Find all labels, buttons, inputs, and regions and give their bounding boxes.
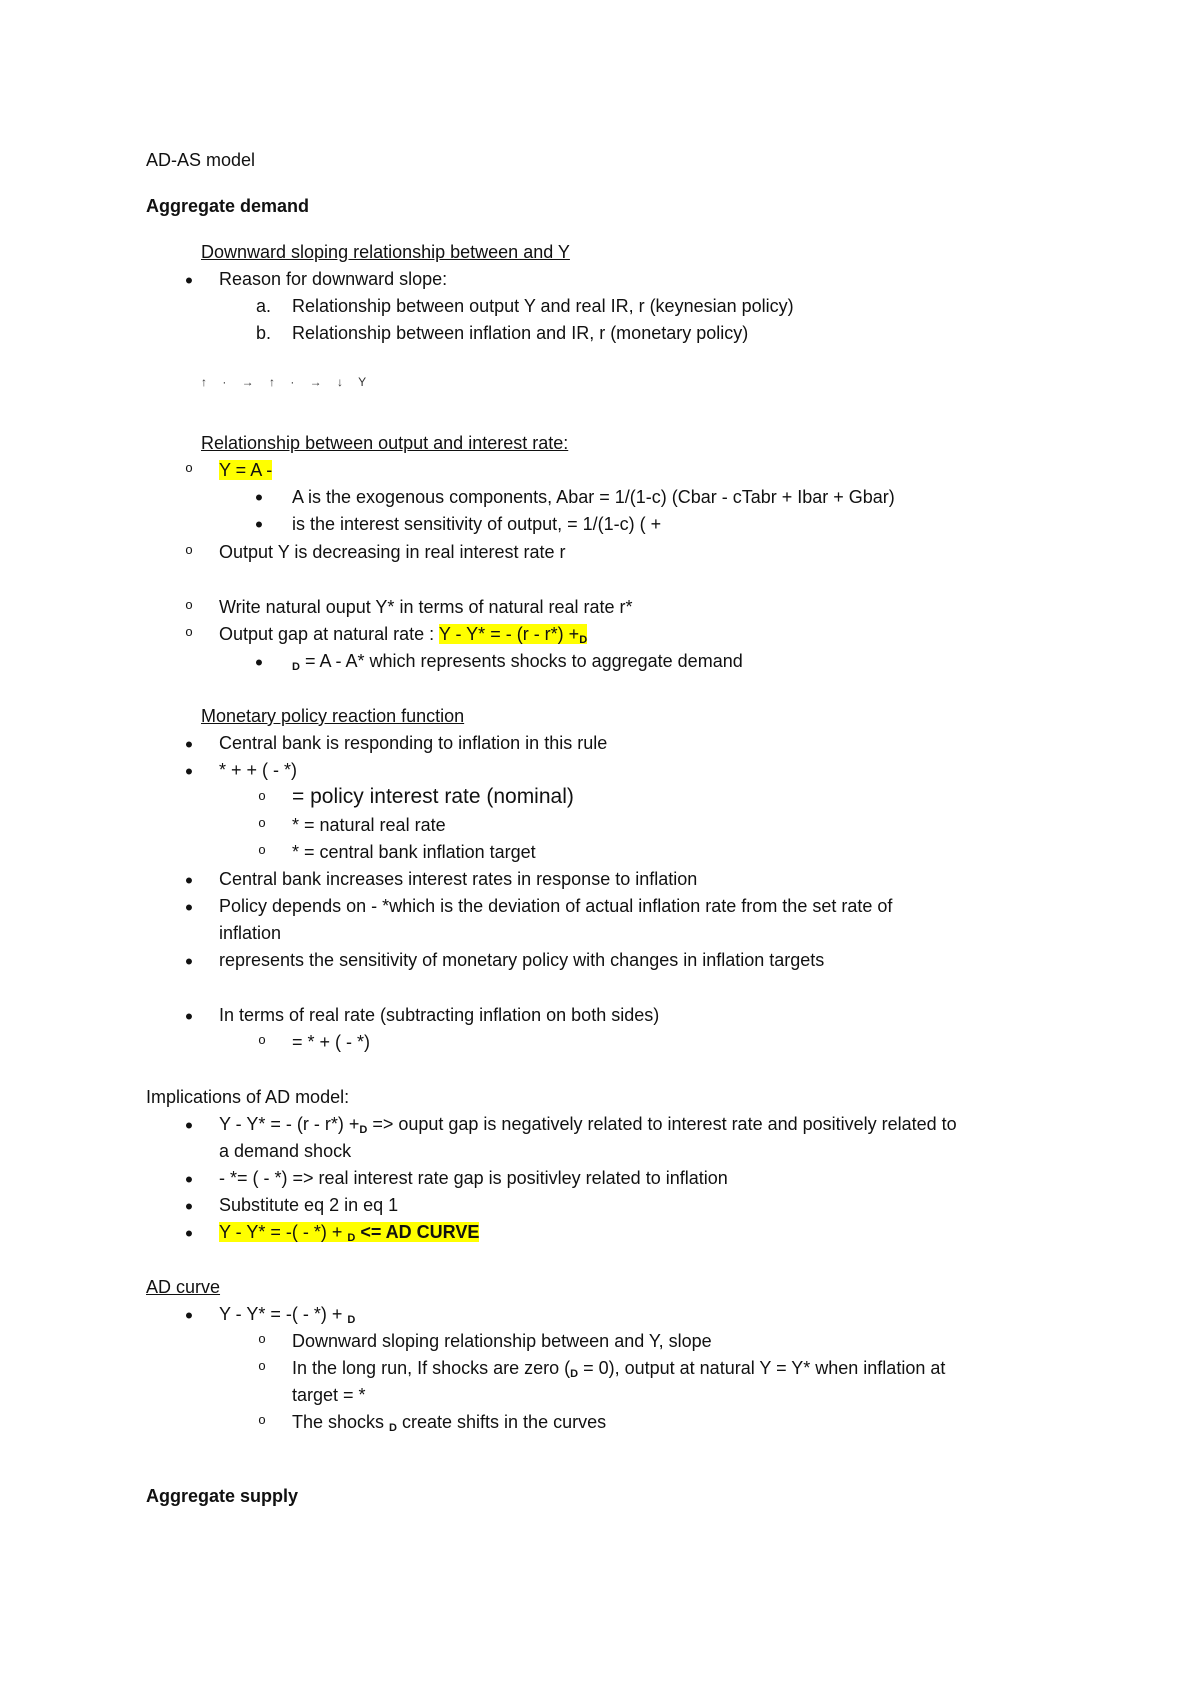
circle-marker: o [258,815,266,830]
implications-b1: Y - Y* = - $(r - r*) +_D$ => ouput gap is negatively related to interest rate and positively related to [219,1114,957,1136]
output-ir-sub1: A is the exogenous components, Abar = 1/(1-c) (Cbar - cTabr + Ibar + Gbar) [292,487,895,507]
highlighted-ad-curve: Y - Y* = -( - *) + $_D$ <= AD CURVE [219,1222,480,1244]
bullet-marker: • [185,1004,193,1029]
implications-b2: - *= ( - *) => real interest rate gap is positivley related to inflation [219,1168,728,1188]
circle-marker: o [185,460,193,475]
document-title: AD-AS model [146,150,256,170]
circle-marker: o [258,1032,266,1047]
circle-marker: o [185,597,193,612]
bullet-marker: • [185,268,193,293]
monetary-b5: represents the sensitivity of monetary policy with changes in inflation targets [219,950,825,970]
bullet-marker: • [185,732,193,757]
monetary-b4-line1: Policy depends on - *which is the deviation of actual inflation rate from the set rate of [219,896,893,916]
ad-curve-sub3: The shocks $_D$ create shifts in the curves [292,1412,607,1434]
monetary-sub1: = policy interest rate (nominal) [292,785,574,808]
intro-bullet: Reason for downward slope: [219,269,448,289]
monetary-rule: * + + ( - *) [219,760,298,780]
list-letter-a: a. [256,296,272,316]
intro-item-a: Relationship between output Y and real IR, r (keynesian policy) [292,296,794,316]
monetary-b4-line2: inflation [219,923,282,943]
causal-arrow-chain: ↑ · → ↑ · → ↓ Y [201,375,373,389]
bullet-marker: • [185,868,193,893]
monetary-b6: In terms of real rate (subtracting inflation on both sides) [219,1005,660,1025]
monetary-sub2: * = natural real rate [292,815,446,835]
monetary-real-rate-eq: = * + ( - *) [292,1032,371,1052]
output-ir-heading: Relationship between output and interest rate: [201,433,569,453]
section-heading-aggregate-demand: Aggregate demand [146,196,310,216]
demand-shock-text: $_D$ = A - A* which represents shocks to aggregate demand [292,651,743,673]
highlighted-equation: Y = A - [219,460,273,480]
monetary-b1: Central bank is responding to inflation in this rule [219,733,608,753]
circle-marker: o [258,788,266,803]
bullet-marker: • [255,512,263,537]
bullet-marker: • [255,485,263,510]
implications-heading: Implications of AD model: [146,1087,350,1107]
bullet-marker: • [185,1194,193,1219]
ad-curve-heading: AD curve [146,1277,221,1297]
output-gap-line [219,622,587,646]
bullet-marker: • [185,1167,193,1192]
circle-marker: o [185,542,193,557]
monetary-heading: Monetary policy reaction function [201,706,465,726]
bullet-marker: • [185,949,193,974]
ad-curve-sub2: In the long run, If shocks are zero $(_D = 0)$, output at natural Y = Y* when inflation at [292,1358,946,1380]
ad-curve-eq: Y - Y* = -( - *) + $_D$ [219,1304,356,1326]
circle-marker: o [185,624,193,639]
output-gap-label: Output gap at natural rate : [219,624,439,644]
bullet-marker: • [255,650,263,675]
write-natural-text: Write natural ouput Y* in terms of natural real rate r* [219,597,633,617]
intro-item-b: Relationship between inflation and IR, r (monetary policy) [292,323,749,343]
monetary-b3: Central bank increases interest rates in response to inflation [219,869,698,889]
ad-curve-sub1: Downward sloping relationship between and Y, slope [292,1331,712,1351]
implications-b1-line2: a demand shock [219,1141,352,1161]
circle-marker: o [258,1358,266,1373]
circle-marker: o [258,1412,266,1427]
bullet-marker: • [185,1113,193,1138]
output-ir-equation [219,458,272,482]
section-heading-aggregate-supply: Aggregate supply [146,1486,299,1506]
monetary-sub3: * = central bank inflation target [292,842,536,862]
ad-curve-sub2-line2: target = * [292,1385,366,1405]
output-decreasing-text: Output Y is decreasing in real interest rate r [219,542,566,562]
output-ir-sub2: is the interest sensitivity of output, = 1/(1-c) ( + [292,514,662,534]
circle-marker: o [258,1331,266,1346]
intro-heading: Downward sloping relationship between and Y [201,242,570,262]
bullet-marker: • [185,1221,193,1246]
implications-ad-curve-eq [219,1220,479,1244]
circle-marker: o [258,842,266,857]
bullet-marker: • [185,1303,193,1328]
output-gap-equation: Y - Y* = - $(r - r*) +_D$ [438,624,588,646]
bullet-marker: • [185,895,193,920]
list-letter-b: b. [256,323,272,343]
bullet-marker: • [185,759,193,784]
implications-b3: Substitute eq 2 in eq 1 [219,1195,399,1215]
